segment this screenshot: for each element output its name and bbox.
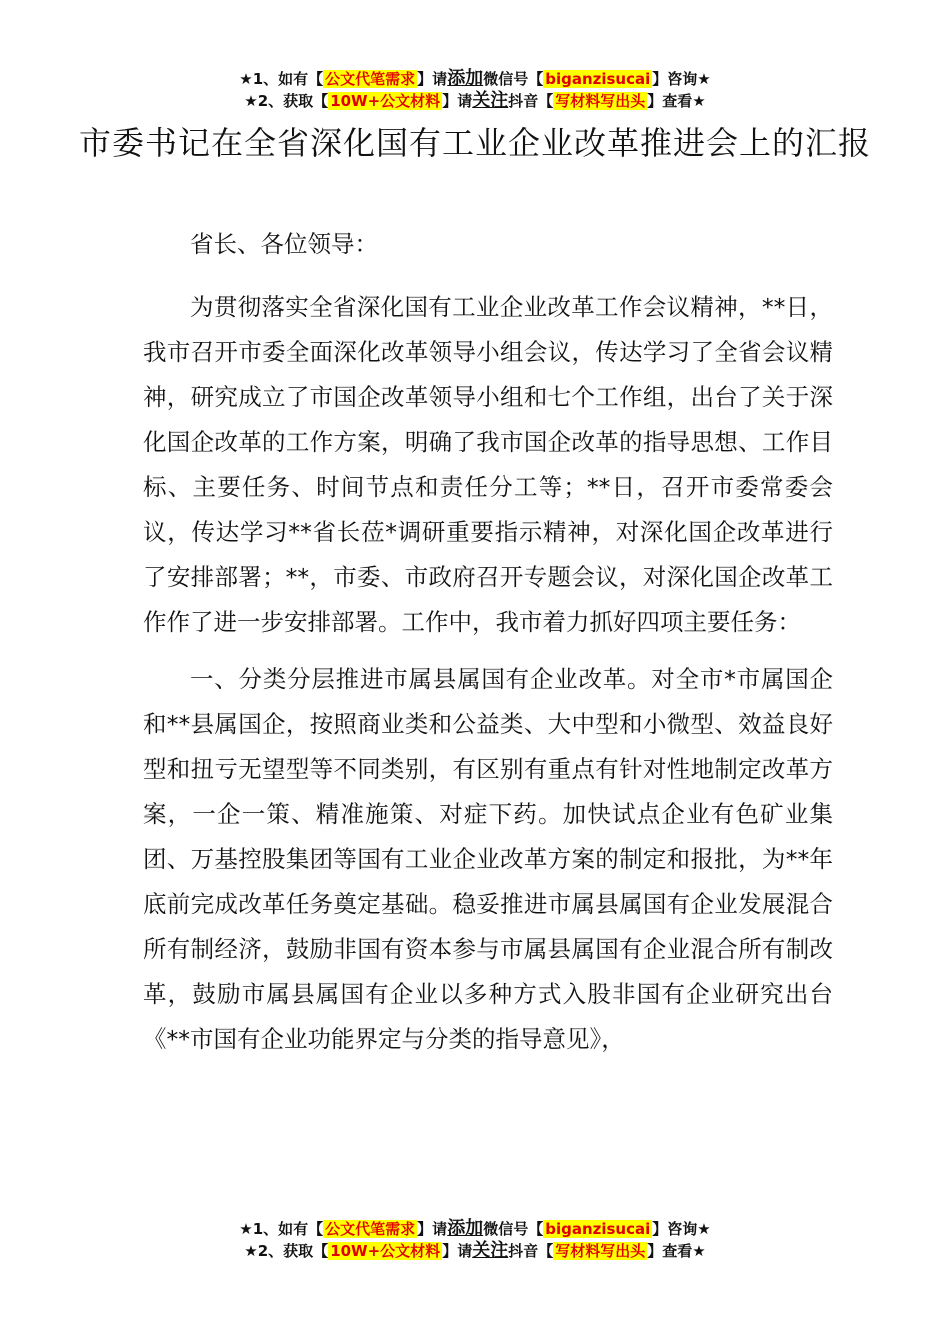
banner-text: 抖音【 [508,92,554,110]
highlight-text: 写材料写出头 [555,1242,646,1260]
body-paragraph: 为贯彻落实全省深化国有工业企业改革工作会议精神，**日，我市召开市委全面深化改革领导小组会议，传达学习了全省会议精神，研究成立了市国企改革领导小组和七个工作组，出台了关于深化国企改革的工作方案，明确了我市国企改革的指导思想、工作目标、主要任务、时间节点和责任分工等；**日，召开市委常委会议，传达学习**省长莅*调研重要指示精神，对深化国企改革进行了安排部署；**，市委、市政府召开专题会议，对深化国企改革工作作了进一步安排部署。工作中，我市着力抓好四项主要任务： [143,293,833,636]
banner-text: ★1、如有【 [239,70,324,88]
header-banner [0,68,950,112]
footer-banner [0,1218,950,1262]
banner-text: 】咨询★ [652,70,711,88]
banner-text: 】请 [442,92,473,110]
banner-text: 微信号【 [483,1220,544,1238]
body-paragraph: 一、分类分层推进市属县属国有企业改革。对全市*市属国企和**县属国企，按照商业类和公益类、大中型和小微型、效益良好型和扭亏无望型等不同类别，有区别有重点有针对性地制定改革方案，一企一策、精准施策、对症下药。加快试点企业有色矿业集团、万基控股集团等国有工业企业改革方案的制定和报批，为**年底前完成改革任务奠定基础。稳妥推进市属县属国有企业发展混合所有制经济，鼓励非国有资本参与市属县属国有企业混合所有制改革，鼓励市属县属国有企业以多种方式入股非国有企业研究出台《**市国有企业功能界定与分类的指导意见》， [143,665,833,1053]
banner-text: 】查看★ [647,92,706,110]
highlight-text: 写材料写出头 [555,92,646,110]
banner-text: ★2、获取【 [244,1242,329,1260]
banner-text: 抖音【 [508,1242,554,1260]
banner-line-1 [0,1218,950,1240]
highlight-text: 公文代笔需求 [325,1220,416,1238]
banner-line-2 [0,1240,950,1262]
emphasis-text: 添加 [447,1218,484,1239]
banner-text: 微信号【 [483,70,544,88]
banner-text: ★2、获取【 [244,92,329,110]
banner-line-2 [0,90,950,112]
banner-text: 】咨询★ [652,1220,711,1238]
banner-text: 】请 [417,70,448,88]
banner-text: 】请 [417,1220,448,1238]
emphasis-text: 添加 [447,68,484,89]
highlight-text: biganzisucai [545,70,651,88]
salutation: 省长、各位领导： [190,230,378,258]
banner-text: 】查看★ [647,1242,706,1260]
highlight-text: 10W+公文材料 [330,92,441,110]
banner-text: 】请 [442,1242,473,1260]
highlight-text: 公文代笔需求 [325,70,416,88]
highlight-text: biganzisucai [545,1220,651,1238]
emphasis-text: 关注 [472,90,509,111]
banner-line-1 [0,68,950,90]
banner-text: ★1、如有【 [239,1220,324,1238]
document-body [143,222,833,1062]
highlight-text: 10W+公文材料 [330,1242,441,1260]
document-title: 市委书记在全省深化国有工业企业改革推进会上的汇报 [78,124,871,162]
emphasis-text: 关注 [472,1240,509,1261]
